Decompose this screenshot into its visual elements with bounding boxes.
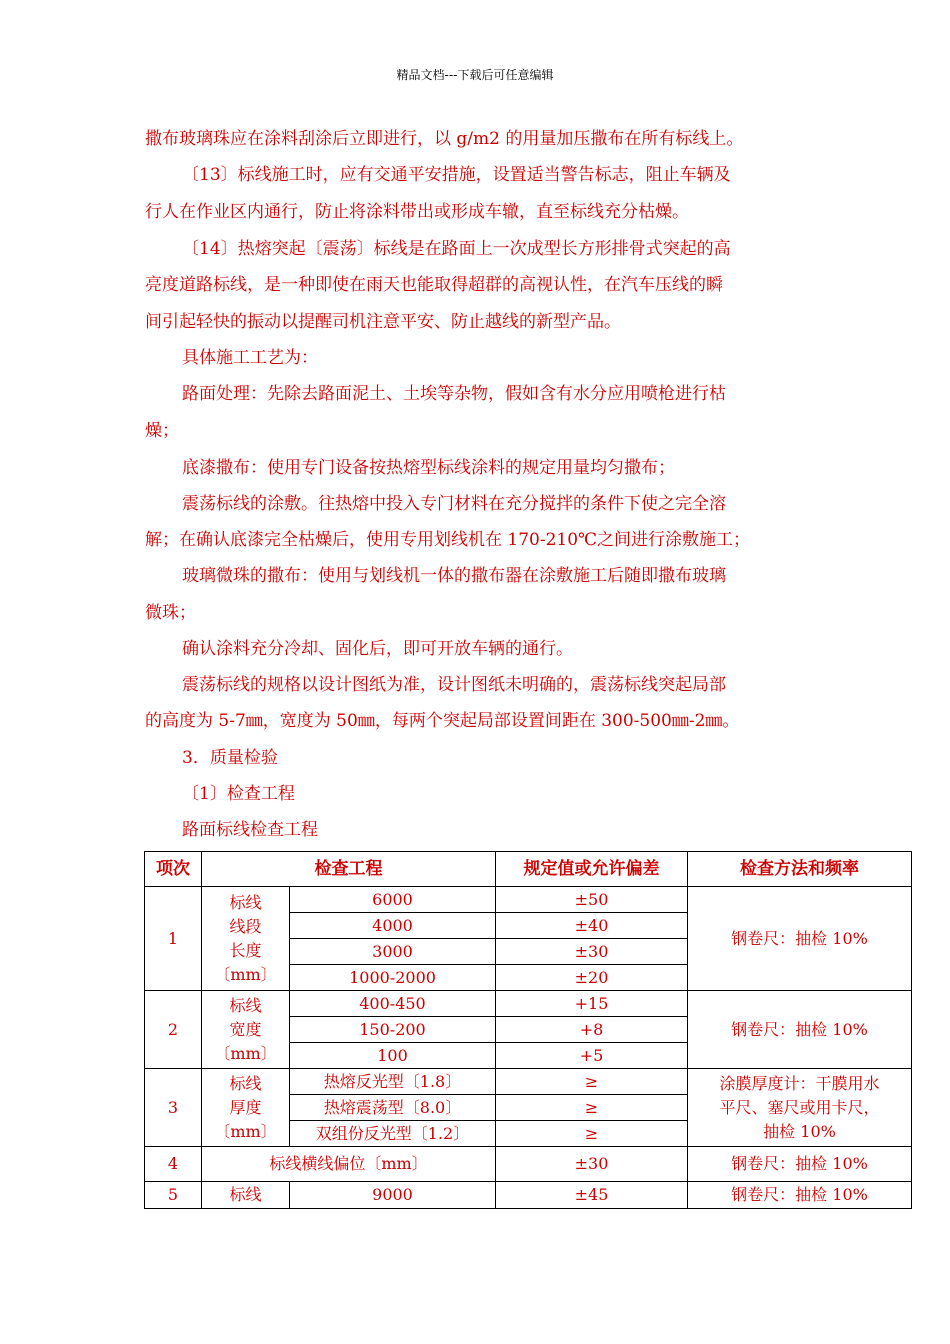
spec-value: 3000 (290, 939, 496, 965)
page-header: 精品文档---下载后可任意编辑 (396, 68, 554, 82)
tolerance-value: ±30 (496, 1147, 688, 1182)
header-item-no: 项次 (145, 852, 202, 887)
spec-value: 热熔反光型〔1.8〕 (290, 1069, 496, 1095)
tolerance-value: ≥ (496, 1069, 688, 1095)
table-caption: 路面标线检查工程 (182, 820, 318, 840)
spec-value: 1000-2000 (290, 965, 496, 991)
paragraph-line: 〔13〕标线施工时，应有交通平安措施，设置适当警告标志，阻止车辆及 (182, 165, 731, 185)
header-method: 检查方法和频率 (688, 852, 912, 887)
item-label: 标线 线段 长度 〔mm〕 (202, 887, 290, 991)
item-label: 标线 厚度 〔mm〕 (202, 1069, 290, 1147)
item-label: 标线 宽度 〔mm〕 (202, 991, 290, 1069)
tolerance-value: +15 (496, 991, 688, 1017)
spec-value: 标线横线偏位〔mm〕 (202, 1147, 496, 1182)
item-label: 标线 (202, 1182, 290, 1209)
paragraph-line: 亮度道路标线，是一种即使在雨天也能取得超群的高视认性，在汽车压线的瞬 (145, 275, 723, 295)
paragraph-line: 具体施工工艺为： (182, 348, 318, 368)
check-method: 钢卷尺：抽检 10% (688, 887, 912, 991)
spec-value: 6000 (290, 887, 496, 913)
check-method: 钢卷尺：抽检 10% (688, 1182, 912, 1209)
tolerance-value: ≥ (496, 1121, 688, 1147)
paragraph-line: 微珠； (145, 603, 196, 623)
spec-value: 双组份反光型〔1.2〕 (290, 1121, 496, 1147)
paragraph-line: 间引起轻快的振动以提醒司机注意平安、防止越线的新型产品。 (145, 312, 621, 332)
section-heading: 3．质量检验 (182, 748, 278, 768)
spec-value: 9000 (290, 1182, 496, 1209)
paragraph-line: 震荡标线的涂敷。往热熔中投入专门材料在充分搅拌的条件下使之完全溶 (182, 494, 726, 514)
spec-value: 4000 (290, 913, 496, 939)
item-number: 3 (145, 1069, 202, 1147)
header-tolerance: 规定值或允许偏差 (496, 852, 688, 887)
inspection-table (144, 851, 912, 1209)
item-number: 5 (145, 1182, 202, 1209)
paragraph-line: 玻璃微珠的撒布：使用与划线机一体的撒布器在涂敷施工后随即撒布玻璃 (182, 566, 726, 586)
table-row (145, 1147, 912, 1182)
paragraph-line: 解；在确认底漆完全枯燥后，使用专用划线机在 170-210℃之间进行涂敷施工； (145, 530, 751, 550)
paragraph-line: 〔14〕热熔突起〔震荡〕标线是在路面上一次成型长方形排骨式突起的高 (182, 239, 731, 259)
check-method: 钢卷尺：抽检 10% (688, 991, 912, 1069)
table-header-row (145, 852, 912, 887)
paragraph-line: 撒布玻璃珠应在涂料刮涂后立即进行，以 g/m2 的用量加压撒布在所有标线上。 (145, 129, 744, 149)
table-row (145, 887, 912, 913)
tolerance-value: +5 (496, 1043, 688, 1069)
spec-value: 400-450 (290, 991, 496, 1017)
check-method: 涂膜厚度计：干膜用水 平尺、塞尺或用卡尺， 抽检 10% (688, 1069, 912, 1147)
tolerance-value: ±30 (496, 939, 688, 965)
paragraph-line: 底漆撒布：使用专门设备按热熔型标线涂料的规定用量均匀撒布； (182, 458, 675, 478)
check-method: 钢卷尺：抽检 10% (688, 1147, 912, 1182)
tolerance-value: ±40 (496, 913, 688, 939)
table-row (145, 1182, 912, 1209)
spec-value: 100 (290, 1043, 496, 1069)
paragraph-line: 震荡标线的规格以设计图纸为准，设计图纸未明确的，震荡标线突起局部 (182, 675, 726, 695)
tolerance-value: ±50 (496, 887, 688, 913)
tolerance-value: ≥ (496, 1095, 688, 1121)
tolerance-value: ±20 (496, 965, 688, 991)
tolerance-value: ±45 (496, 1182, 688, 1209)
table-row (145, 991, 912, 1017)
paragraph-line: 燥； (145, 421, 179, 441)
paragraph-line: 路面处理：先除去路面泥土、土埃等杂物，假如含有水分应用喷枪进行枯 (182, 384, 726, 404)
paragraph-line: 确认涂料充分冷却、固化后，即可开放车辆的通行。 (182, 639, 573, 659)
item-number: 1 (145, 887, 202, 991)
subsection-heading: 〔1〕检查工程 (182, 784, 295, 804)
item-number: 4 (145, 1147, 202, 1182)
tolerance-value: +8 (496, 1017, 688, 1043)
spec-value: 150-200 (290, 1017, 496, 1043)
table-row (145, 1069, 912, 1095)
paragraph-line: 行人在作业区内通行，防止将涂料带出或形成车辙，直至标线充分枯燥。 (145, 202, 689, 222)
item-number: 2 (145, 991, 202, 1069)
paragraph-line: 的高度为 5-7㎜，宽度为 50㎜，每两个突起局部设置间距在 300-500㎜-2㎜。 (145, 711, 740, 731)
spec-value: 热熔震荡型〔8.0〕 (290, 1095, 496, 1121)
header-check-item: 检查工程 (202, 852, 496, 887)
